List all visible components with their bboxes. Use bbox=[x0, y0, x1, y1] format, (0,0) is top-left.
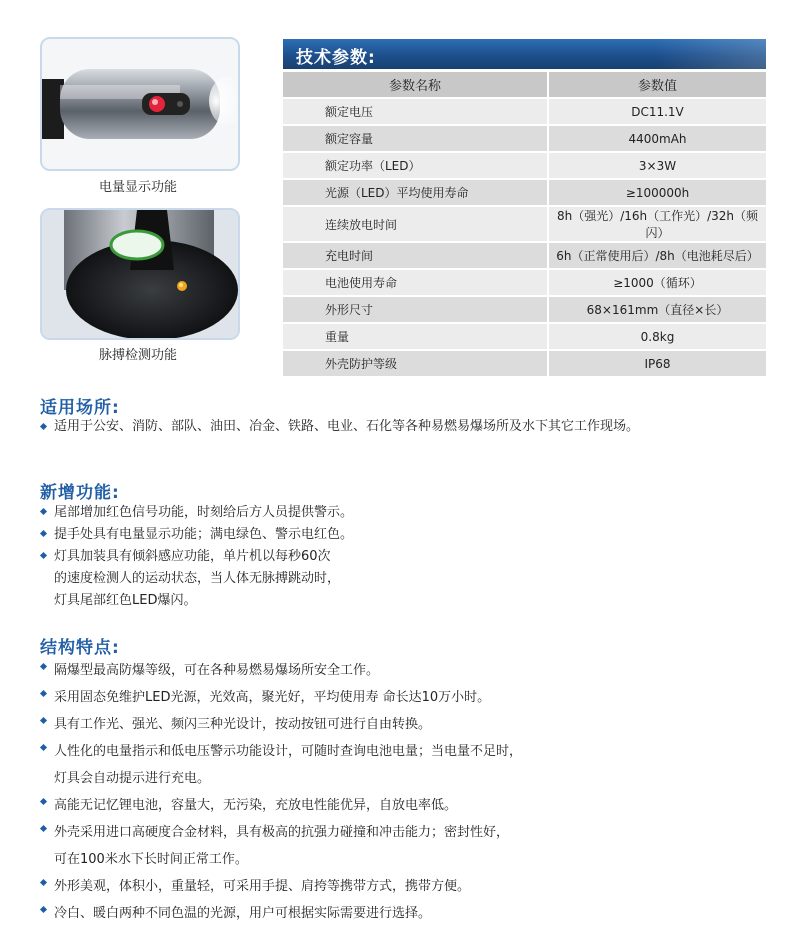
spec-name: 外壳防护等级 bbox=[283, 350, 548, 377]
section-title-features: 新增功能: bbox=[40, 483, 120, 503]
list-item-continuation: 灯具尾部红色LED爆闪。 bbox=[54, 593, 197, 608]
spec-value: 4400mAh bbox=[548, 125, 766, 152]
spec-name: 外形尺寸 bbox=[283, 296, 548, 323]
battery-indicator-photo bbox=[40, 37, 240, 171]
structure-list bbox=[40, 657, 522, 927]
spec-name: 连续放电时间 bbox=[283, 206, 548, 242]
list-item: 具有工作光、强光、频闪三种光设计，按动按钮可进行自由转换。 bbox=[40, 711, 522, 738]
section-title-structure: 结构特点: bbox=[40, 638, 120, 658]
spec-row bbox=[283, 206, 766, 242]
list-item: 隔爆型最高防爆等级，可在各种易燃易爆场所安全工作。 bbox=[40, 657, 522, 684]
spec-value: 8h（强光）/16h（工作光）/32h（频闪） bbox=[548, 206, 766, 242]
spec-name: 光源（LED）平均使用寿命 bbox=[283, 179, 548, 206]
list-item-continuation: 可在100米水下长时间正常工作。 bbox=[54, 852, 248, 867]
spec-header-row bbox=[283, 72, 766, 98]
spec-value: 3×3W bbox=[548, 152, 766, 179]
spec-value: DC11.1V bbox=[548, 98, 766, 125]
spec-name: 重量 bbox=[283, 323, 548, 350]
spec-table bbox=[283, 72, 766, 378]
spec-name: 额定容量 bbox=[283, 125, 548, 152]
list-item: 采用固态免维护LED光源，光效高，聚光好，平均使用寿 命长达10万小时。 bbox=[40, 684, 522, 711]
spec-row bbox=[283, 179, 766, 206]
list-item: 尾部增加红色信号功能，时刻给后方人员提供警示。 bbox=[40, 502, 353, 524]
list-item: 冷白、暖白两种不同色温的光源，用户可根据实际需要进行选择。 bbox=[40, 900, 522, 927]
list-item: 提手处具有电量显示功能；满电绿色、警示电红色。 bbox=[40, 524, 353, 546]
list-item: 高能无记忆锂电池，容量大，无污染，充放电性能优异，自放电率低。 bbox=[40, 792, 522, 819]
spec-name: 额定功率（LED） bbox=[283, 152, 548, 179]
spec-row bbox=[283, 296, 766, 323]
spec-title: 技术参数: bbox=[296, 48, 376, 68]
features-list bbox=[40, 502, 353, 612]
spec-row bbox=[283, 242, 766, 269]
spec-value: 6h（正常使用后）/8h（电池耗尽后） bbox=[548, 242, 766, 269]
spec-value: 68×161mm（直径×长） bbox=[548, 296, 766, 323]
list-item: 适用于公安、消防、部队、油田、冶金、铁路、电业、石化等各种易燃易爆场所及水下其它工作现场。 bbox=[40, 417, 639, 437]
spec-header-name: 参数名称 bbox=[283, 72, 548, 98]
spec-name: 电池使用寿命 bbox=[283, 269, 548, 296]
usage-list bbox=[40, 417, 639, 437]
spec-banner bbox=[283, 39, 766, 69]
flashlight-battery-indicator-icon bbox=[42, 39, 238, 169]
flashlight-pulse-sensor-icon bbox=[42, 210, 238, 338]
list-item-continuation: 灯具会自动提示进行充电。 bbox=[54, 771, 211, 786]
spec-row bbox=[283, 269, 766, 296]
spec-row bbox=[283, 323, 766, 350]
list-item: 外形美观，体积小，重量轻，可采用手提、肩挎等携带方式，携带方便。 bbox=[40, 873, 522, 900]
list-item-continuation: 的速度检测人的运动状态，当人体无脉搏跳动时， bbox=[54, 571, 341, 586]
spec-value: ≥100000h bbox=[548, 179, 766, 206]
list-item: 外壳采用进口高硬度合金材料，具有极高的抗强力碰撞和冲击能力；密封性好， bbox=[40, 819, 522, 846]
spec-header-value: 参数值 bbox=[548, 72, 766, 98]
list-item: 人性化的电量指示和低电压警示功能设计，可随时查询电池电量；当电量不足时， bbox=[40, 738, 522, 765]
photo-caption-battery: 电量显示功能 bbox=[98, 180, 177, 195]
list-item: 灯具加装具有倾斜感应功能，单片机以每秒60次 bbox=[40, 546, 353, 568]
spec-value: ≥1000（循环） bbox=[548, 269, 766, 296]
spec-name: 充电时间 bbox=[283, 242, 548, 269]
spec-row bbox=[283, 350, 766, 377]
spec-value: 0.8kg bbox=[548, 323, 766, 350]
spec-row bbox=[283, 98, 766, 125]
spec-value: IP68 bbox=[548, 350, 766, 377]
section-title-usage: 适用场所: bbox=[40, 398, 120, 418]
spec-row bbox=[283, 125, 766, 152]
spec-row bbox=[283, 152, 766, 179]
pulse-detection-photo bbox=[40, 208, 240, 340]
photo-caption-pulse: 脉搏检测功能 bbox=[98, 348, 177, 363]
spec-name: 额定电压 bbox=[283, 98, 548, 125]
